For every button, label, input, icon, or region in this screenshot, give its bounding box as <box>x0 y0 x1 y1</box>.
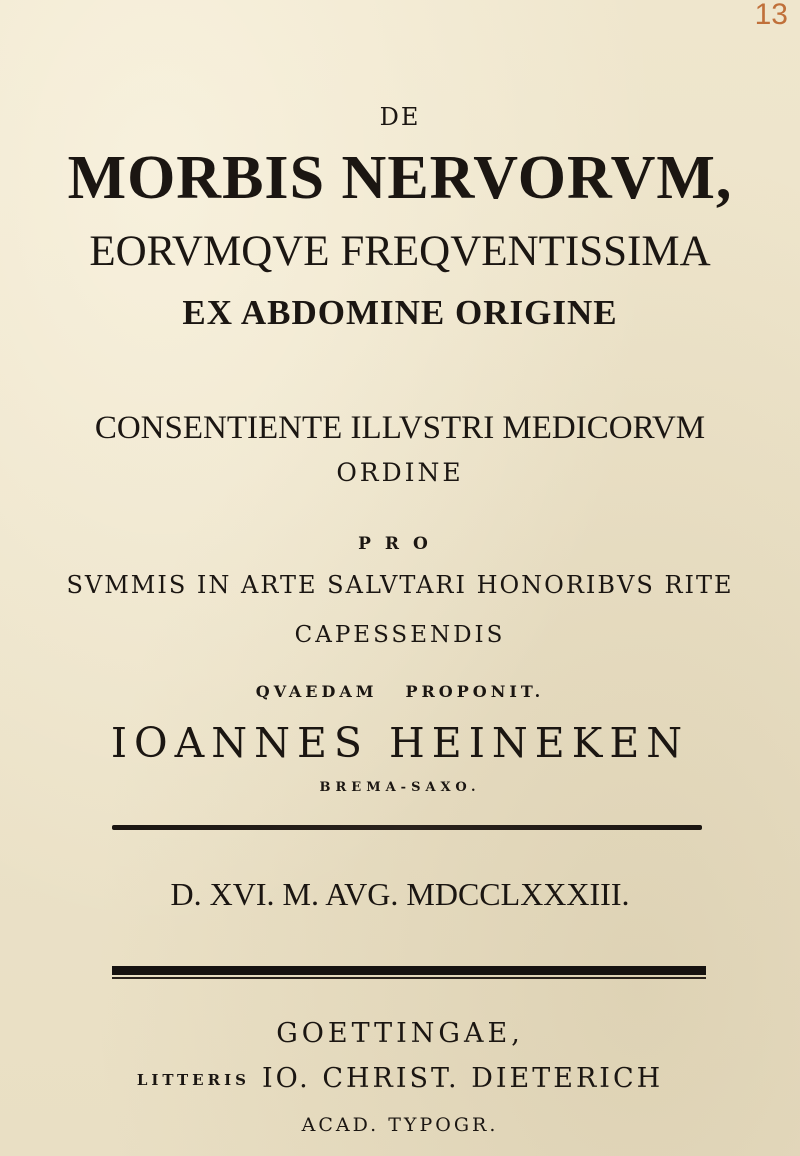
page-number: 13 <box>754 0 788 31</box>
divider-rule-thick <box>112 966 706 975</box>
imprint-typographer: ACAD. TYPOGR. <box>301 1114 499 1136</box>
divider-rule-lower <box>112 966 706 980</box>
divider-rule-upper <box>112 825 702 830</box>
proposal-line <box>0 682 800 701</box>
imprint-printer-line <box>0 1063 800 1094</box>
subtitle-line-1: EORVMQVE FREQVENTISSIMA <box>89 228 711 275</box>
title-preposition: DE <box>379 103 421 131</box>
author-origin: BREMA-SAXO. <box>319 780 481 795</box>
qvaedam-word: QVAEDAM <box>255 682 378 701</box>
capessendis-line: CAPESSENDIS <box>294 622 506 648</box>
litteris-word: LITTERIS <box>136 1070 250 1089</box>
consent-line: CONSENTIENTE ILLVSTRI MEDICORVM <box>94 410 706 446</box>
ordine-line: ORDINE <box>336 458 464 487</box>
divider-rule-hairline <box>112 977 706 979</box>
date-line: D. XVI. M. AVG. MDCCLXXXIII. <box>170 876 630 912</box>
printer-name: IO. CHRIST. DIETERICH <box>261 1063 664 1094</box>
proponit-word: PROPONIT. <box>405 682 545 701</box>
subtitle-line-2: EX ABDOMINE ORIGINE <box>182 293 618 332</box>
imprint-place: GOETTINGAE, <box>276 1018 524 1049</box>
author-name: IOANNES HEINEKEN <box>110 719 690 767</box>
pro-line: PRO <box>358 534 442 554</box>
honors-line: SVMMIS IN ARTE SALVTARI HONORIBVS RITE <box>66 571 734 599</box>
main-title: MORBIS NERVORVM, <box>67 144 733 212</box>
